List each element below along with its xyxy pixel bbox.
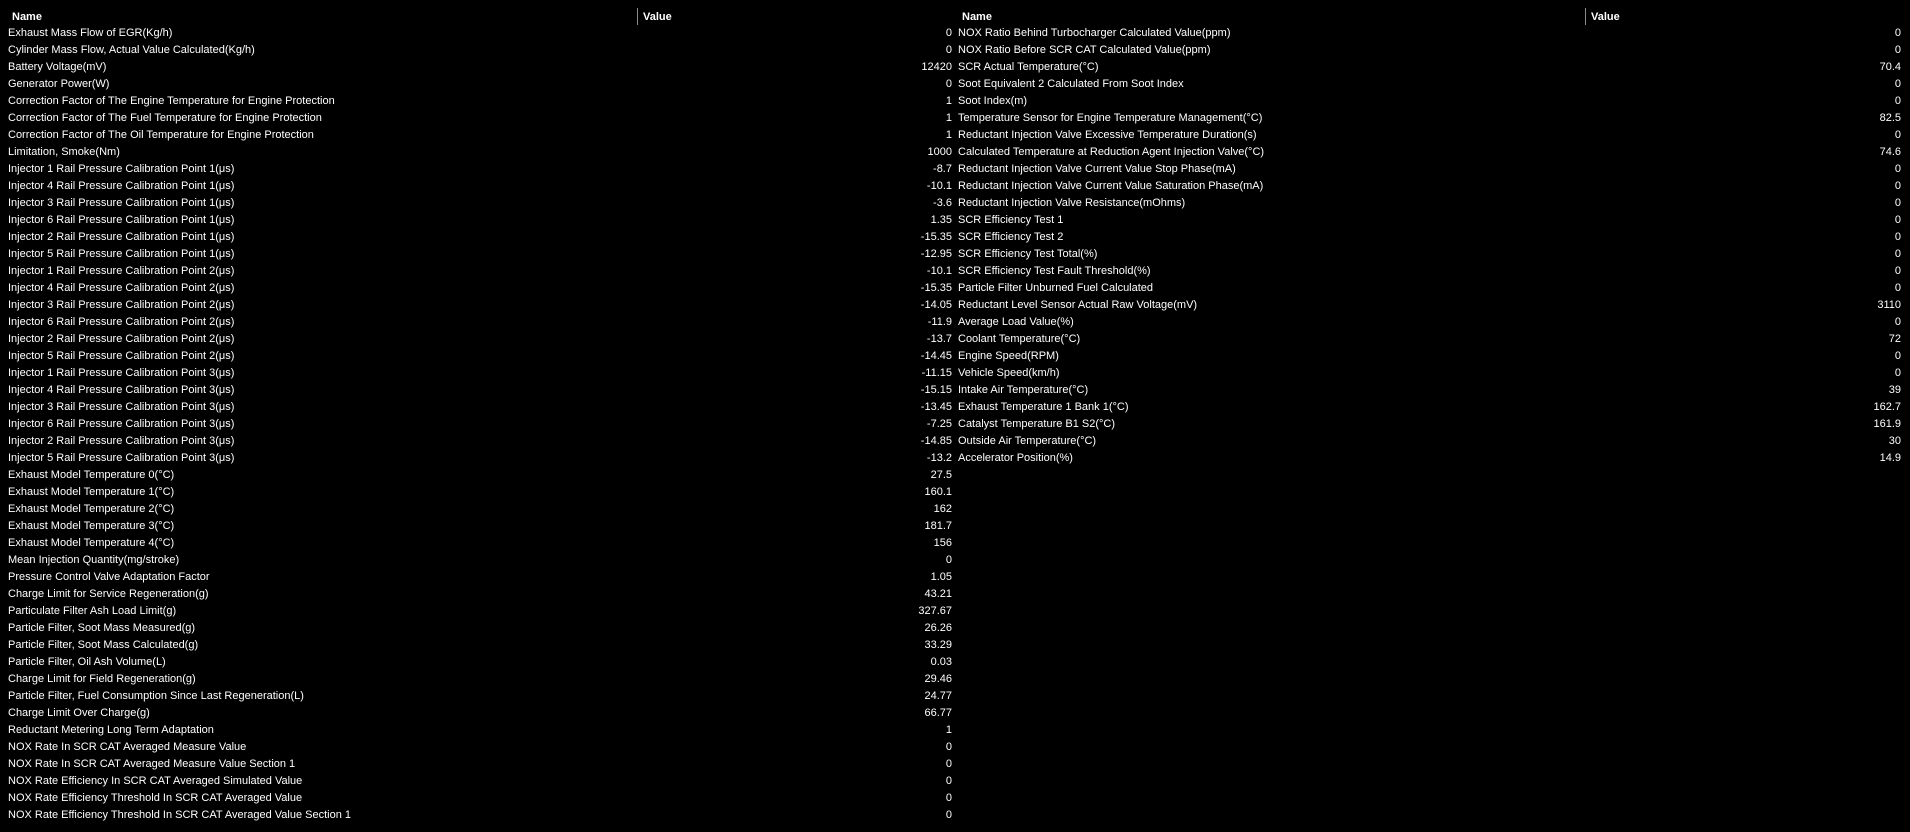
parameter-name: Mean Injection Quantity(mg/stroke) bbox=[8, 554, 180, 566]
parameter-value: 30 bbox=[1888, 435, 1901, 447]
parameter-value: -14.05 bbox=[920, 299, 952, 311]
table-row[interactable] bbox=[955, 161, 1901, 178]
table-row[interactable] bbox=[5, 433, 952, 450]
parameter-name: Injector 1 Rail Pressure Calibration Point 2(μs) bbox=[8, 265, 235, 277]
table-row[interactable] bbox=[955, 42, 1901, 59]
parameter-name: Accelerator Position(%) bbox=[958, 452, 1073, 464]
table-row[interactable] bbox=[5, 212, 952, 229]
right-table-body bbox=[955, 25, 1901, 467]
parameter-name: Exhaust Mass Flow of EGR(Kg/h) bbox=[8, 27, 173, 39]
parameter-value: 181.7 bbox=[924, 520, 952, 532]
table-row[interactable] bbox=[955, 178, 1901, 195]
parameter-name: Injector 2 Rail Pressure Calibration Point 1(μs) bbox=[8, 231, 235, 243]
table-row[interactable] bbox=[5, 365, 952, 382]
parameter-name: Injector 4 Rail Pressure Calibration Point 3(μs) bbox=[8, 384, 235, 396]
parameter-value: 26.26 bbox=[924, 622, 952, 634]
parameter-value: 0 bbox=[1894, 265, 1901, 277]
parameter-name: NOX Rate Efficiency In SCR CAT Averaged Simulated Value bbox=[8, 775, 303, 787]
parameter-name: Injector 1 Rail Pressure Calibration Point 3(μs) bbox=[8, 367, 235, 379]
parameter-name: Injector 3 Rail Pressure Calibration Point 2(μs) bbox=[8, 299, 235, 311]
left-data-table bbox=[5, 8, 952, 824]
parameter-name: Particle Filter, Fuel Consumption Since Last Regeneration(L) bbox=[8, 690, 304, 702]
parameter-value: 0 bbox=[945, 741, 952, 753]
table-row[interactable] bbox=[5, 127, 952, 144]
parameter-value: 27.5 bbox=[930, 469, 952, 481]
table-row[interactable] bbox=[5, 348, 952, 365]
right-data-table bbox=[955, 8, 1901, 467]
parameter-name: Calculated Temperature at Reduction Agent Injection Valve(°C) bbox=[958, 146, 1265, 158]
parameter-value: -7.25 bbox=[926, 418, 952, 430]
parameter-name: Exhaust Model Temperature 4(°C) bbox=[8, 537, 175, 549]
parameter-name: NOX Rate In SCR CAT Averaged Measure Value bbox=[8, 741, 247, 753]
parameter-name: NOX Ratio Before SCR CAT Calculated Value(ppm) bbox=[958, 44, 1211, 56]
table-row[interactable] bbox=[5, 586, 952, 603]
parameter-value: 39 bbox=[1888, 384, 1901, 396]
table-row[interactable] bbox=[5, 722, 952, 739]
parameter-value: 82.5 bbox=[1879, 112, 1901, 124]
table-row[interactable] bbox=[5, 42, 952, 59]
table-row[interactable] bbox=[5, 416, 952, 433]
parameter-value: 0 bbox=[1894, 316, 1901, 328]
table-row[interactable] bbox=[955, 144, 1901, 161]
table-row[interactable] bbox=[955, 195, 1901, 212]
parameter-name: Reductant Level Sensor Actual Raw Voltage(mV) bbox=[958, 299, 1198, 311]
table-row[interactable] bbox=[5, 739, 952, 756]
parameter-value: -11.15 bbox=[921, 367, 952, 379]
table-row[interactable] bbox=[5, 756, 952, 773]
parameter-value: 0 bbox=[1894, 44, 1901, 56]
parameter-value: 66.77 bbox=[924, 707, 952, 719]
parameter-name: Injector 6 Rail Pressure Calibration Point 2(μs) bbox=[8, 316, 235, 328]
table-row[interactable] bbox=[5, 552, 952, 569]
table-row[interactable] bbox=[5, 25, 952, 42]
parameter-name: Reductant Injection Valve Current Value Saturation Phase(mA) bbox=[958, 180, 1264, 192]
table-row[interactable] bbox=[5, 620, 952, 637]
table-row[interactable] bbox=[955, 450, 1901, 467]
table-row[interactable] bbox=[955, 263, 1901, 280]
parameter-value: 0 bbox=[1894, 163, 1901, 175]
table-row[interactable] bbox=[5, 518, 952, 535]
parameter-value: -13.7 bbox=[926, 333, 952, 345]
parameter-name: NOX Rate Efficiency Threshold In SCR CAT Averaged Value Section 1 bbox=[8, 809, 352, 821]
table-row[interactable] bbox=[5, 705, 952, 722]
parameter-value: 1 bbox=[945, 95, 952, 107]
parameter-value: 43.21 bbox=[924, 588, 952, 600]
parameter-name: Injector 1 Rail Pressure Calibration Point 1(μs) bbox=[8, 163, 235, 175]
table-row[interactable] bbox=[5, 93, 952, 110]
table-row[interactable] bbox=[955, 93, 1901, 110]
table-row[interactable] bbox=[5, 671, 952, 688]
table-row[interactable] bbox=[5, 603, 952, 620]
parameter-value: 70.4 bbox=[1879, 61, 1901, 73]
parameter-value: -15.35 bbox=[920, 282, 952, 294]
parameter-name: Injector 3 Rail Pressure Calibration Point 3(μs) bbox=[8, 401, 235, 413]
parameter-name: Injector 4 Rail Pressure Calibration Point 2(μs) bbox=[8, 282, 235, 294]
parameter-value: 0 bbox=[945, 27, 952, 39]
parameter-name: Injector 5 Rail Pressure Calibration Point 2(μs) bbox=[8, 350, 235, 362]
table-row[interactable] bbox=[5, 297, 952, 314]
parameter-name: Average Load Value(%) bbox=[958, 316, 1074, 328]
parameter-name: Exhaust Model Temperature 0(°C) bbox=[8, 469, 175, 481]
parameter-value: 161.9 bbox=[1873, 418, 1901, 430]
parameter-value: 1 bbox=[945, 112, 952, 124]
parameter-value: 1000 bbox=[927, 146, 952, 158]
parameter-value: 0 bbox=[1894, 350, 1901, 362]
parameter-name: Reductant Injection Valve Resistance(mOhms) bbox=[958, 197, 1186, 209]
table-row[interactable] bbox=[5, 161, 952, 178]
table-row[interactable] bbox=[5, 314, 952, 331]
parameter-name: Battery Voltage(mV) bbox=[8, 61, 107, 73]
parameter-name: Coolant Temperature(°C) bbox=[958, 333, 1081, 345]
table-row[interactable] bbox=[5, 229, 952, 246]
parameter-name: SCR Actual Temperature(°C) bbox=[958, 61, 1099, 73]
parameter-name: Exhaust Model Temperature 2(°C) bbox=[8, 503, 175, 515]
parameter-value: 0 bbox=[945, 758, 952, 770]
table-row[interactable] bbox=[955, 280, 1901, 297]
parameter-value: 1 bbox=[945, 724, 952, 736]
parameter-name: Vehicle Speed(km/h) bbox=[958, 367, 1060, 379]
parameter-name: Cylinder Mass Flow, Actual Value Calculated(Kg/h) bbox=[8, 44, 255, 56]
table-row[interactable] bbox=[5, 484, 952, 501]
parameter-value: -12.95 bbox=[920, 248, 952, 260]
table-header bbox=[955, 8, 1901, 25]
table-row[interactable] bbox=[5, 76, 952, 93]
parameter-value: -11.9 bbox=[927, 316, 952, 328]
table-row[interactable] bbox=[5, 773, 952, 790]
parameter-name: Pressure Control Valve Adaptation Factor bbox=[8, 571, 210, 583]
parameter-name: Limitation, Smoke(Nm) bbox=[8, 146, 120, 158]
parameter-value: 3110 bbox=[1877, 299, 1901, 311]
table-row[interactable] bbox=[955, 25, 1901, 42]
parameter-value: 0 bbox=[1894, 129, 1901, 141]
table-row[interactable] bbox=[5, 144, 952, 161]
parameter-name: Particle Filter, Oil Ash Volume(L) bbox=[8, 656, 166, 668]
parameter-value: 29.46 bbox=[924, 673, 952, 685]
parameter-name: Soot Index(m) bbox=[958, 95, 1028, 107]
parameter-value: -15.35 bbox=[920, 231, 952, 243]
parameter-value: 33.29 bbox=[924, 639, 952, 651]
table-row[interactable] bbox=[5, 501, 952, 518]
table-row[interactable] bbox=[955, 433, 1901, 450]
parameter-name: Particle Filter Unburned Fuel Calculated bbox=[958, 282, 1154, 294]
parameter-name: Injector 5 Rail Pressure Calibration Point 1(μs) bbox=[8, 248, 235, 260]
parameter-value: 0 bbox=[945, 554, 952, 566]
parameter-value: -14.85 bbox=[920, 435, 952, 447]
table-row[interactable] bbox=[955, 110, 1901, 127]
parameter-name: Injector 3 Rail Pressure Calibration Point 1(μs) bbox=[8, 197, 235, 209]
table-row[interactable] bbox=[5, 263, 952, 280]
parameter-name: Soot Equivalent 2 Calculated From Soot Index bbox=[958, 78, 1184, 90]
parameter-value: 0 bbox=[1894, 282, 1901, 294]
table-row[interactable] bbox=[955, 212, 1901, 229]
parameter-value: 0 bbox=[945, 78, 952, 90]
parameter-name: Reductant Injection Valve Current Value Stop Phase(mA) bbox=[958, 163, 1236, 175]
table-row[interactable] bbox=[955, 331, 1901, 348]
parameter-value: 0 bbox=[945, 792, 952, 804]
parameter-name: Particle Filter, Soot Mass Calculated(g) bbox=[8, 639, 199, 651]
table-row[interactable] bbox=[5, 569, 952, 586]
parameter-value: 0 bbox=[945, 775, 952, 787]
table-row[interactable] bbox=[955, 76, 1901, 93]
value-column-header[interactable]: Value bbox=[1591, 11, 1620, 23]
parameter-name: Charge Limit Over Charge(g) bbox=[8, 707, 150, 719]
parameter-value: 0 bbox=[1894, 214, 1901, 226]
table-row[interactable] bbox=[955, 382, 1901, 399]
parameter-value: 160.1 bbox=[924, 486, 952, 498]
parameter-value: 0.03 bbox=[930, 656, 952, 668]
table-row[interactable] bbox=[5, 382, 952, 399]
parameter-value: 0 bbox=[1894, 180, 1901, 192]
table-row[interactable] bbox=[955, 314, 1901, 331]
table-row[interactable] bbox=[5, 450, 952, 467]
table-row[interactable] bbox=[5, 195, 952, 212]
table-row[interactable] bbox=[955, 127, 1901, 144]
parameter-value: 74.6 bbox=[1879, 146, 1901, 158]
parameter-value: 24.77 bbox=[924, 690, 952, 702]
parameter-name: SCR Efficiency Test Fault Threshold(%) bbox=[958, 265, 1151, 277]
table-row[interactable] bbox=[955, 297, 1901, 314]
table-row[interactable] bbox=[955, 365, 1901, 382]
parameter-name: Outside Air Temperature(°C) bbox=[958, 435, 1097, 447]
parameter-name: Correction Factor of The Fuel Temperature for Engine Protection bbox=[8, 112, 322, 124]
table-row[interactable] bbox=[5, 637, 952, 654]
table-row[interactable] bbox=[5, 399, 952, 416]
parameter-name: Exhaust Model Temperature 3(°C) bbox=[8, 520, 175, 532]
parameter-name: Reductant Injection Valve Excessive Temperature Duration(s) bbox=[958, 129, 1257, 141]
parameter-value: 12420 bbox=[921, 61, 952, 73]
parameter-value: -15.15 bbox=[920, 384, 952, 396]
parameter-name: Correction Factor of The Oil Temperature for Engine Protection bbox=[8, 129, 314, 141]
parameter-value: 1.05 bbox=[930, 571, 952, 583]
table-row[interactable] bbox=[955, 246, 1901, 263]
parameter-value: 162.7 bbox=[1873, 401, 1901, 413]
table-row[interactable] bbox=[5, 654, 952, 671]
parameter-value: 0 bbox=[1894, 95, 1901, 107]
parameter-name: Reductant Metering Long Term Adaptation bbox=[8, 724, 214, 736]
parameter-value: 0 bbox=[1894, 367, 1901, 379]
value-column-header[interactable]: Value bbox=[643, 11, 672, 23]
table-row[interactable] bbox=[955, 229, 1901, 246]
parameter-value: 0 bbox=[945, 809, 952, 821]
parameter-value: 0 bbox=[1894, 248, 1901, 260]
parameter-name: Injector 5 Rail Pressure Calibration Point 3(μs) bbox=[8, 452, 235, 464]
parameter-value: 0 bbox=[1894, 27, 1901, 39]
table-row[interactable] bbox=[955, 59, 1901, 76]
parameter-name: Injector 4 Rail Pressure Calibration Point 1(μs) bbox=[8, 180, 235, 192]
table-row[interactable] bbox=[955, 399, 1901, 416]
parameter-name: NOX Rate In SCR CAT Averaged Measure Value Section 1 bbox=[8, 758, 296, 770]
table-row[interactable] bbox=[5, 790, 952, 807]
parameter-value: 0 bbox=[1894, 197, 1901, 209]
parameter-value: 1 bbox=[945, 129, 952, 141]
parameter-name: Injector 6 Rail Pressure Calibration Point 1(μs) bbox=[8, 214, 235, 226]
parameter-name: SCR Efficiency Test 1 bbox=[958, 214, 1064, 226]
parameter-name: Charge Limit for Field Regeneration(g) bbox=[8, 673, 196, 685]
parameter-name: Exhaust Model Temperature 1(°C) bbox=[8, 486, 175, 498]
table-row[interactable] bbox=[5, 110, 952, 127]
parameter-value: 0 bbox=[1894, 78, 1901, 90]
parameter-name: Injector 6 Rail Pressure Calibration Point 3(μs) bbox=[8, 418, 235, 430]
parameter-name: Injector 2 Rail Pressure Calibration Point 3(μs) bbox=[8, 435, 235, 447]
parameter-name: SCR Efficiency Test Total(%) bbox=[958, 248, 1098, 260]
parameter-name: Charge Limit for Service Regeneration(g) bbox=[8, 588, 209, 600]
parameter-name: Injector 2 Rail Pressure Calibration Point 2(μs) bbox=[8, 333, 235, 345]
parameter-name: NOX Rate Efficiency Threshold In SCR CAT Averaged Value bbox=[8, 792, 303, 804]
parameter-value: -13.45 bbox=[920, 401, 952, 413]
parameter-value: 327.67 bbox=[918, 605, 952, 617]
table-row[interactable] bbox=[5, 688, 952, 705]
name-column-header[interactable]: Name bbox=[962, 11, 992, 23]
parameter-value: 162 bbox=[933, 503, 952, 515]
name-column-header[interactable]: Name bbox=[12, 11, 42, 23]
table-row[interactable] bbox=[5, 331, 952, 348]
parameter-name: SCR Efficiency Test 2 bbox=[958, 231, 1064, 243]
parameter-name: NOX Ratio Behind Turbocharger Calculated Value(ppm) bbox=[958, 27, 1231, 39]
parameter-value: 1.35 bbox=[930, 214, 952, 226]
table-row[interactable] bbox=[5, 535, 952, 552]
left-table-body bbox=[5, 25, 952, 824]
parameter-value: -14.45 bbox=[920, 350, 952, 362]
table-row[interactable] bbox=[5, 467, 952, 484]
parameter-value: -10.1 bbox=[926, 180, 952, 192]
table-row[interactable] bbox=[955, 348, 1901, 365]
parameter-name: Intake Air Temperature(°C) bbox=[958, 384, 1089, 396]
parameter-value: 14.9 bbox=[1879, 452, 1901, 464]
parameter-value: -3.6 bbox=[933, 197, 952, 209]
parameter-name: Exhaust Temperature 1 Bank 1(°C) bbox=[958, 401, 1129, 413]
table-row[interactable] bbox=[5, 59, 952, 76]
parameter-value: 0 bbox=[945, 44, 952, 56]
parameter-value: -13.2 bbox=[926, 452, 952, 464]
table-row[interactable] bbox=[955, 416, 1901, 433]
table-row[interactable] bbox=[5, 246, 952, 263]
parameter-value: 156 bbox=[933, 537, 952, 549]
table-row[interactable] bbox=[5, 178, 952, 195]
parameter-value: 0 bbox=[1894, 231, 1901, 243]
column-resize-handle[interactable] bbox=[1585, 8, 1586, 25]
parameter-value: 72 bbox=[1888, 333, 1901, 345]
parameter-name: Correction Factor of The Engine Temperature for Engine Protection bbox=[8, 95, 335, 107]
table-row[interactable] bbox=[5, 280, 952, 297]
parameter-name: Engine Speed(RPM) bbox=[958, 350, 1059, 362]
column-resize-handle[interactable] bbox=[637, 8, 638, 25]
parameter-name: Catalyst Temperature B1 S2(°C) bbox=[958, 418, 1116, 430]
parameter-value: -8.7 bbox=[933, 163, 952, 175]
parameter-name: Particulate Filter Ash Load Limit(g) bbox=[8, 605, 177, 617]
table-header bbox=[5, 8, 952, 25]
parameter-name: Particle Filter, Soot Mass Measured(g) bbox=[8, 622, 196, 634]
parameter-name: Temperature Sensor for Engine Temperature Management(°C) bbox=[958, 112, 1263, 124]
parameter-value: -10.1 bbox=[926, 265, 952, 277]
parameter-name: Generator Power(W) bbox=[8, 78, 110, 90]
table-row[interactable] bbox=[5, 807, 952, 824]
